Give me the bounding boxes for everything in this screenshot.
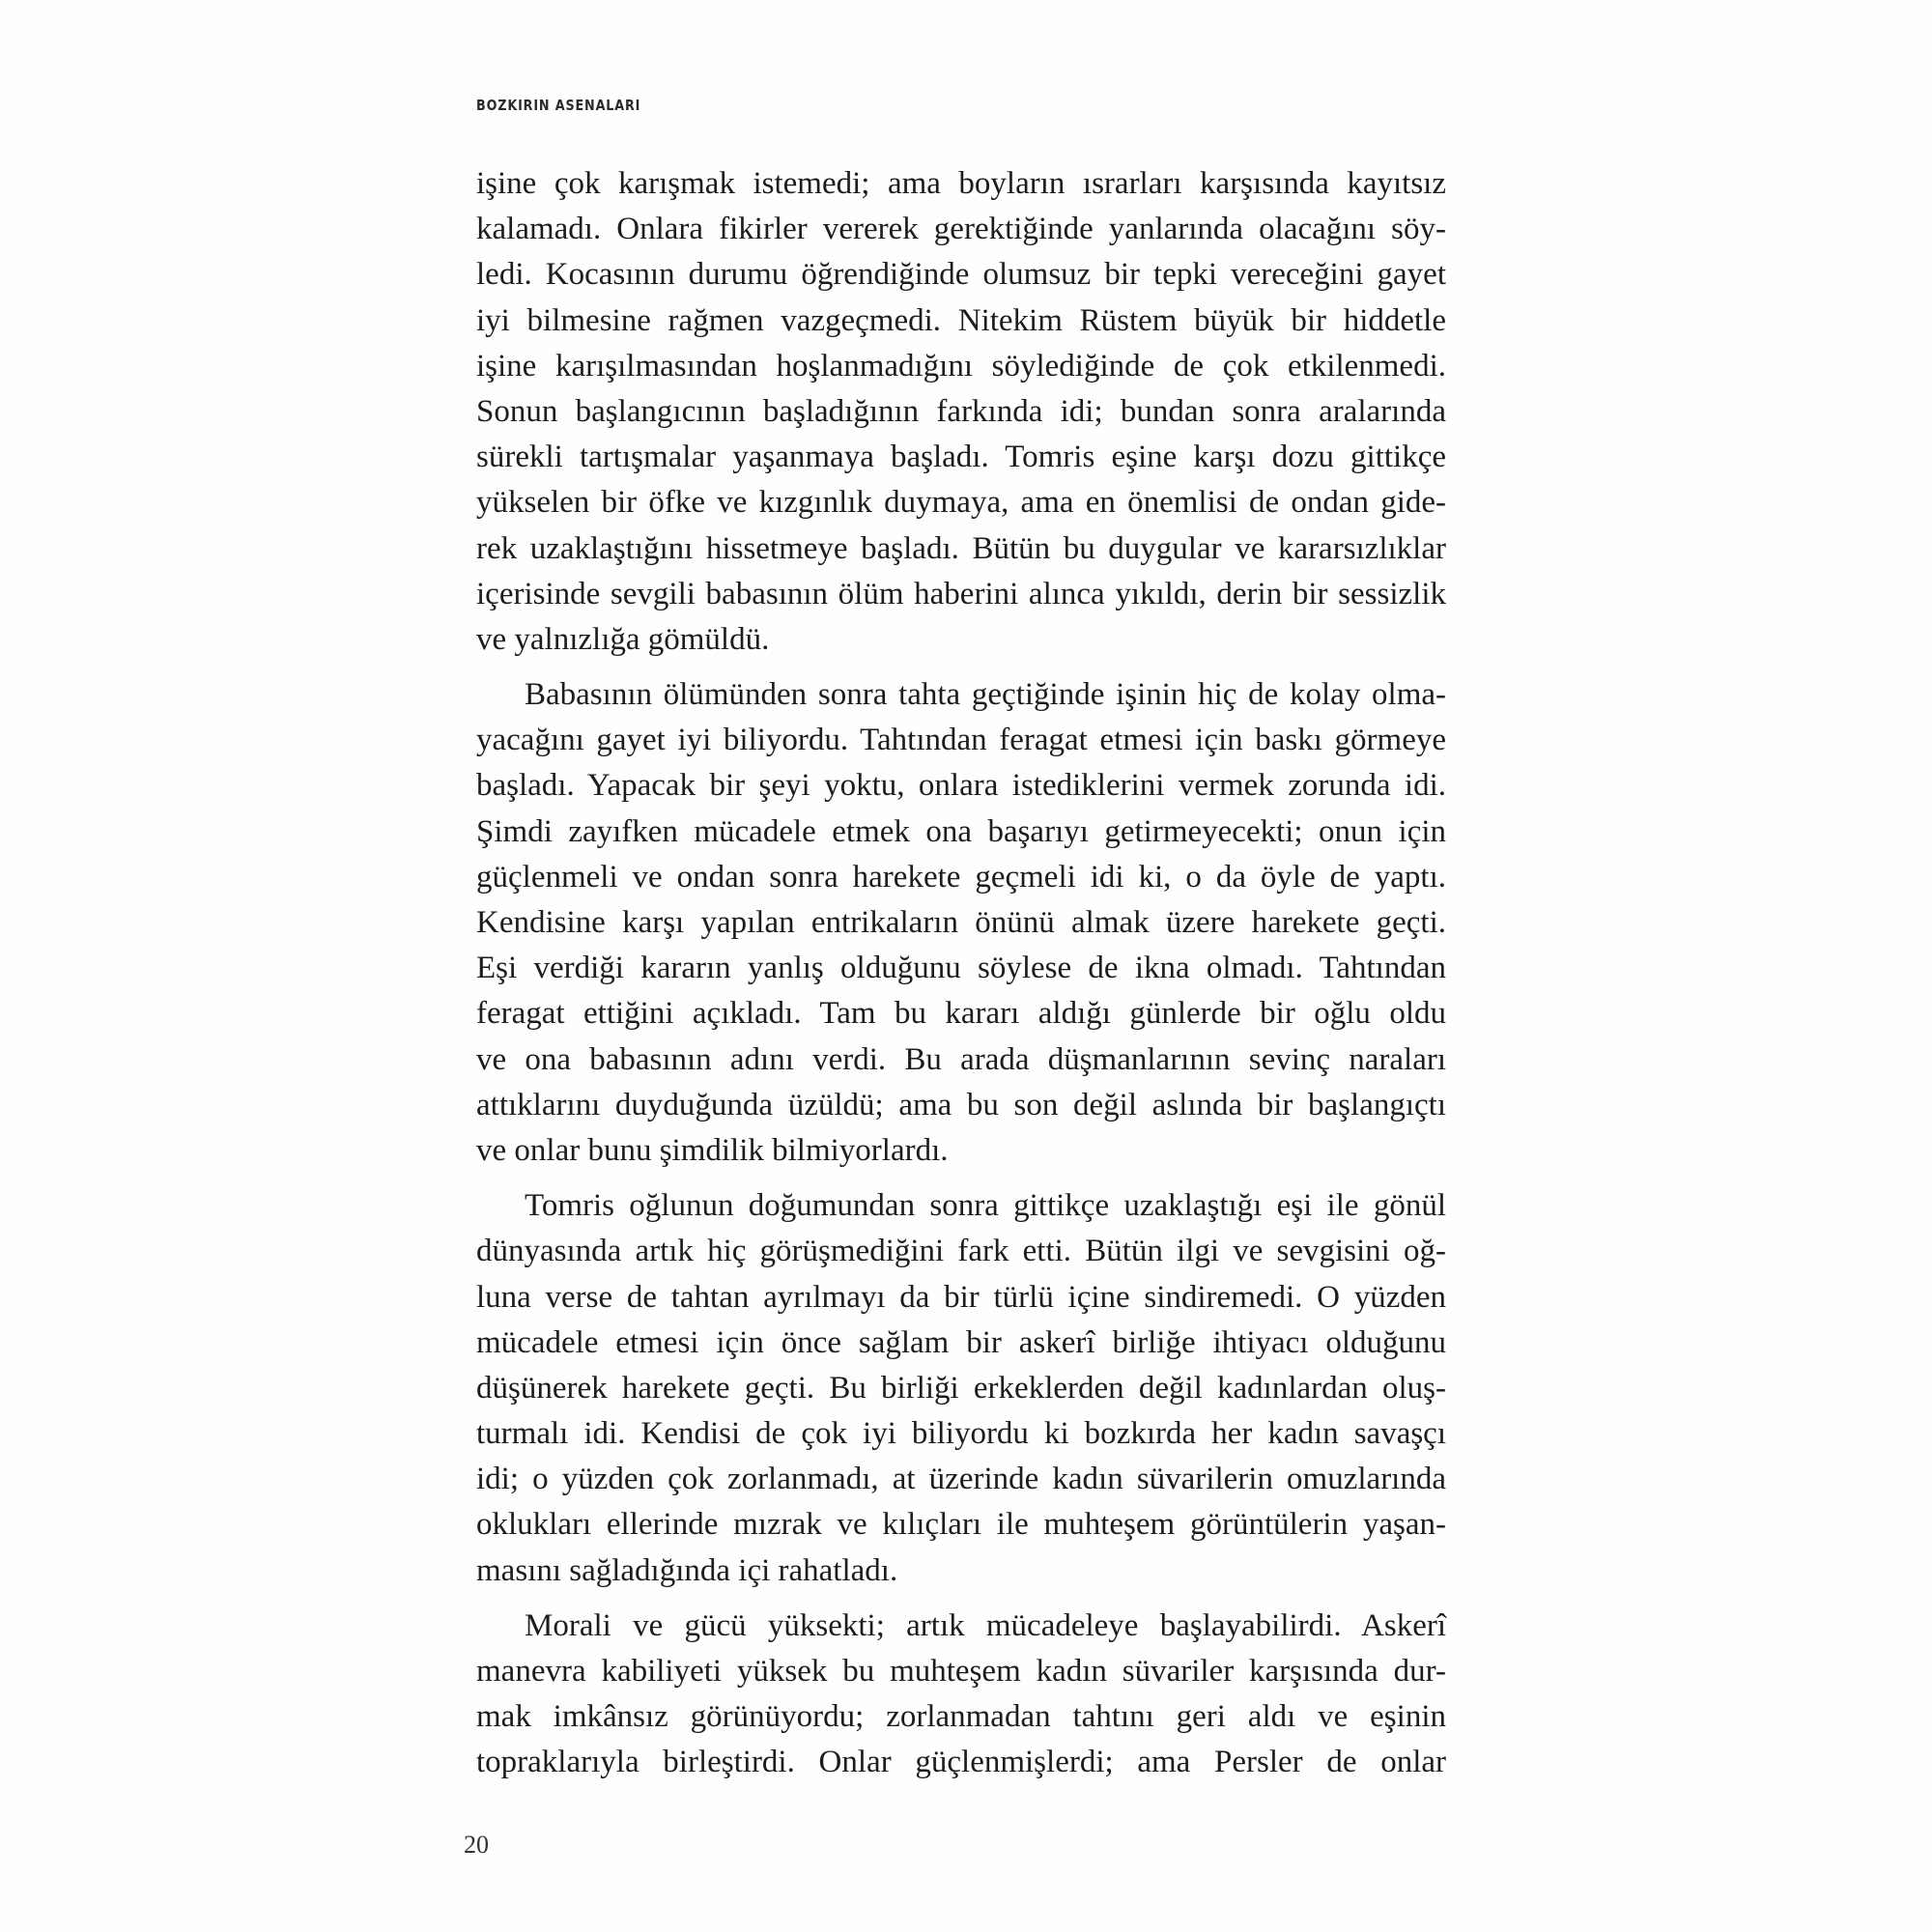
text-line-content: Sonun başlangıcının başladığının farkında idi; bundan sonra aralarında <box>476 393 1446 429</box>
text-line <box>476 526 1446 572</box>
text-line-content: idi; o yüzden çok zorlanmadı, at üzerinde kadın süvarilerin omuzlarında <box>476 1462 1446 1497</box>
text-line-content: Şimdi zayıfken mücadele etmek ona başarıyı getirmeyecekti; onun için <box>476 813 1446 849</box>
text-line-content: mak imkânsız görünüyordu; zorlanmadan tahtını geri aldı ve eşinin <box>476 1699 1446 1735</box>
text-line <box>476 572 1446 617</box>
text-line <box>476 1321 1446 1366</box>
text-line-content: masını sağladığında içi rahatladı. <box>476 1552 898 1588</box>
text-line <box>476 344 1446 389</box>
text-line <box>476 1457 1446 1502</box>
text-line <box>476 1083 1446 1128</box>
text-line-content: ledi. Kocasının durumu öğrendiğinde olumsuz bir tepki vereceğini gayet <box>476 257 1446 293</box>
text-line-content: yükselen bir öfke ve kızgınlık duymaya, ama en önemlisi de ondan gide- <box>476 485 1446 521</box>
text-line <box>476 1366 1446 1411</box>
text-line-content: Morali ve gücü yüksekti; artık mücadeleye başlayabilirdi. Askerî <box>525 1607 1446 1643</box>
text-line-content: Eşi verdiği kararın yanlış olduğunu söylese de ikna olmadı. Tahtından <box>476 951 1446 986</box>
text-line <box>476 900 1446 946</box>
page-number: 20 <box>464 1831 489 1859</box>
text-line-content: sürekli tartışmalar yaşanmaya başladı. Tomris eşine karşı dozu gittikçe <box>476 440 1446 475</box>
text-line <box>476 252 1446 298</box>
text-line <box>476 763 1446 809</box>
text-line-content: ve onlar bunu şimdilik bilmiyorlardı. <box>476 1132 949 1168</box>
text-line <box>476 480 1446 526</box>
text-line-content: oklukları ellerinde mızrak ve kılıçları ile muhteşem görüntülerin yaşan- <box>476 1507 1446 1543</box>
text-line-content: Tomris oğlunun doğumundan sonra gittikçe uzaklaştığı eşi ile gönül <box>525 1188 1446 1224</box>
text-line <box>476 1128 1446 1174</box>
text-line-content: feragat ettiğini açıkladı. Tam bu kararı aldığı günlerde bir oğlu oldu <box>476 996 1446 1032</box>
text-line <box>476 1411 1446 1457</box>
text-line-content: kalamadı. Onlara fikirler vererek gerektiğinde yanlarında olacağını söy- <box>476 212 1446 247</box>
text-line <box>476 1502 1446 1548</box>
text-line-content: Kendisine karşı yapılan entrikaların önünü almak üzere harekete geçti. <box>476 905 1446 940</box>
text-line-content: içerisinde sevgili babasının ölüm haberini alınca yıkıldı, derin bir sessizlik <box>476 576 1446 611</box>
text-line <box>476 1740 1446 1785</box>
text-line <box>476 1694 1446 1740</box>
text-line-content: iyi bilmesine rağmen vazgeçmedi. Nitekim Rüstem büyük bir hiddetle <box>476 302 1446 338</box>
text-line <box>476 1548 1446 1594</box>
running-head-title: BOZKIRIN ASENALARI <box>476 97 641 114</box>
text-line-content: ve ona babasının adını verdi. Bu arada düşmanlarının sevinç naraları <box>476 1041 1446 1077</box>
text-line-content: Babasının ölümünden sonra tahta geçtiğinde işinin hiç de kolay olma- <box>525 677 1446 713</box>
text-line <box>476 207 1446 252</box>
text-line <box>476 1649 1446 1694</box>
text-line <box>476 672 1446 718</box>
text-line-content: işine çok karışmak istemedi; ama boyların ısrarları karşısında kayıtsız <box>476 166 1446 201</box>
text-line-content: rek uzaklaştığını hissetmeye başladı. Bütün bu duygular ve kararsızlıklar <box>476 530 1446 566</box>
text-line <box>476 1275 1446 1321</box>
text-line-content: düşünerek harekete geçti. Bu birliği erkeklerden değil kadınlardan oluş- <box>476 1370 1446 1406</box>
body-text <box>476 161 1446 1786</box>
text-line-content: başladı. Yapacak bir şeyi yoktu, onlara istediklerini vermek zorunda idi. <box>476 768 1446 804</box>
text-line-content: ve yalnızlığa gömüldü. <box>476 621 770 657</box>
text-line-content: attıklarını duyduğunda üzüldü; ama bu son değil aslında bir başlangıçtı <box>476 1087 1446 1122</box>
text-line <box>476 810 1446 855</box>
text-line <box>476 991 1446 1037</box>
text-line-content: manevra kabiliyeti yüksek bu muhteşem kadın süvariler karşısında dur- <box>476 1654 1446 1689</box>
paragraph <box>476 1604 1446 1786</box>
paragraph <box>476 161 1446 663</box>
paragraph <box>476 672 1446 1174</box>
text-line <box>476 855 1446 900</box>
text-line-content: işine karışılmasından hoşlanmadığını söylediğinde de çok etkilenmedi. <box>476 348 1446 384</box>
text-line-content: dünyasında artık hiç görüşmediğini fark etti. Bütün ilgi ve sevgisini oğ- <box>476 1234 1446 1269</box>
text-line-content: luna verse de tahtan ayrılmayı da bir türlü içine sindiremedi. O yüzden <box>476 1279 1446 1315</box>
text-line-content: mücadele etmesi için önce sağlam bir askerî birliğe ihtiyacı olduğunu <box>476 1324 1446 1360</box>
text-line-content: topraklarıyla birleştirdi. Onlar güçlenmişlerdi; ama Persler de onlar <box>476 1745 1446 1780</box>
text-line <box>476 1229 1446 1274</box>
text-line <box>476 1604 1446 1649</box>
text-line <box>476 718 1446 763</box>
text-line <box>476 389 1446 435</box>
text-line <box>476 298 1446 344</box>
text-line-content: yacağını gayet iyi biliyordu. Tahtından feragat etmesi için baskı görmeye <box>476 723 1446 758</box>
text-line-content: turmalı idi. Kendisi de çok iyi biliyordu ki bozkırda her kadın savaşçı <box>476 1416 1446 1452</box>
text-line <box>476 1183 1446 1229</box>
text-line-content: güçlenmeli ve ondan sonra harekete geçmeli idi ki, o da öyle de yaptı. <box>476 859 1446 895</box>
text-line <box>476 161 1446 207</box>
text-line <box>476 946 1446 991</box>
text-line <box>476 1037 1446 1083</box>
text-line <box>476 617 1446 663</box>
paragraph <box>476 1183 1446 1594</box>
text-line <box>476 435 1446 480</box>
